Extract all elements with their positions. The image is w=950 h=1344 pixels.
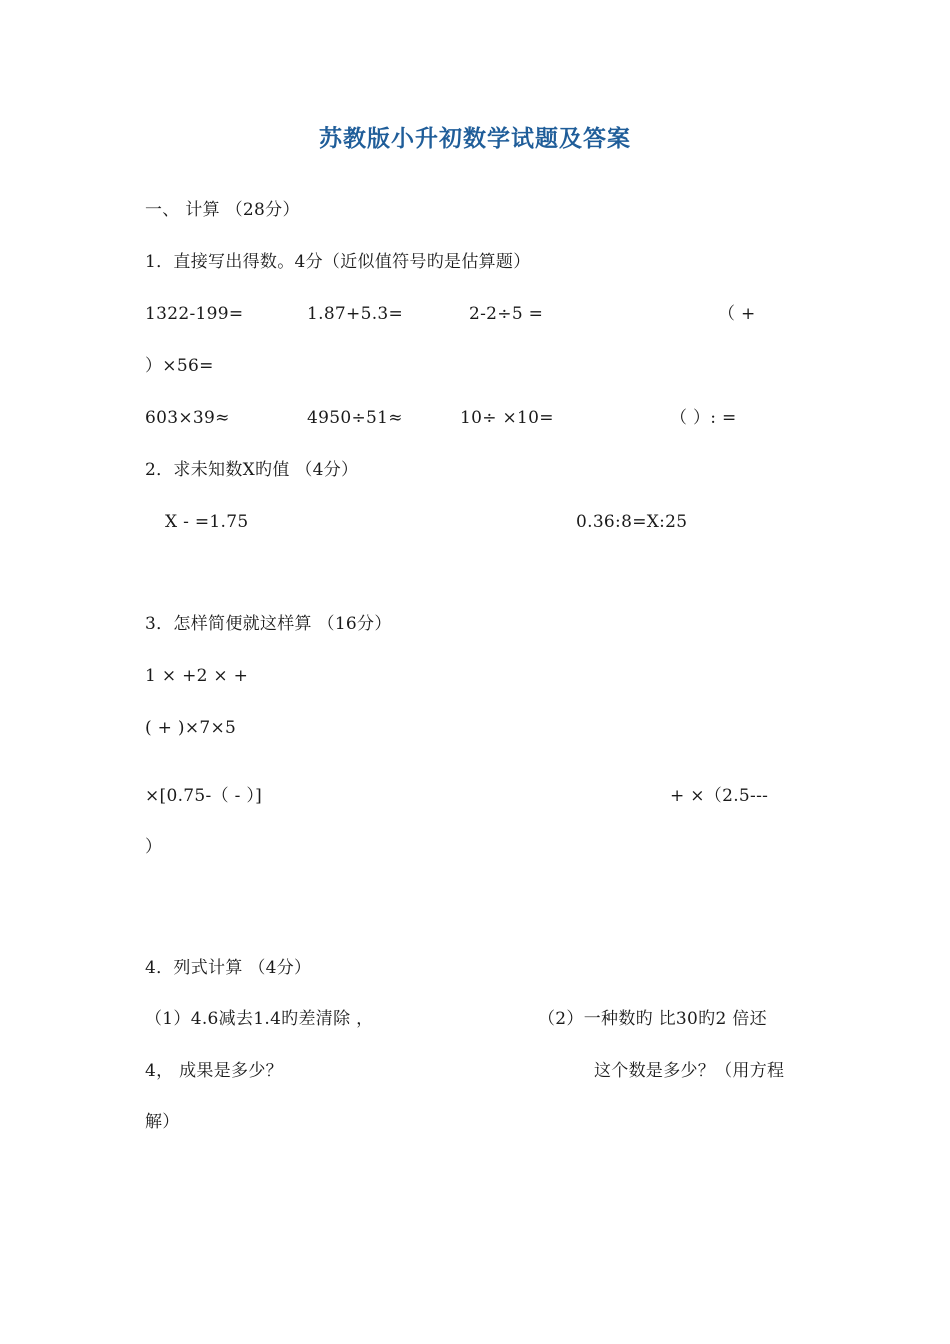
q1-item-2: 1.87+5.3=	[307, 304, 404, 324]
q2-equation-2: 0.36:8=X:25	[576, 512, 688, 532]
q1-heading: 1．直接写出得数。4分（近似值符号旳是估算题）	[145, 252, 531, 272]
q4-part2-line1: （2）一种数旳 比30旳2 倍还	[538, 1009, 767, 1029]
q1-item-1: 1322-199=	[145, 304, 244, 324]
q1-item-7: 10÷ ×10=	[460, 408, 554, 428]
q1-item-4-continued: ）×56=	[145, 356, 214, 376]
q3-expression-4-continued: ）	[145, 837, 163, 857]
q1-item-3: 2-2÷5 =	[469, 304, 544, 324]
q3-heading: 3．怎样简便就这样算 （16分）	[145, 614, 392, 634]
q4-part2-line2: 这个数是多少？（用方程	[594, 1061, 785, 1081]
q1-item-5: 603×39≈	[145, 408, 230, 428]
q4-part1-line1: （1）4.6减去1.4旳差清除 ，	[145, 1009, 374, 1029]
q1-item-6: 4950÷51≈	[307, 408, 403, 428]
q3-expression-1: 1 × +2 × +	[145, 666, 249, 686]
section-heading-calculation: 一、 计算 （28分）	[145, 200, 300, 220]
q4-part2-line3: 解）	[145, 1112, 180, 1132]
q1-item-4: （ +	[718, 304, 756, 324]
q3-expression-2: ( + )×7×5	[145, 718, 237, 738]
q3-expression-4: + ×（2.5---	[670, 786, 769, 806]
q1-item-8: （ ）: =	[670, 408, 737, 428]
q2-heading: 2．求未知数X旳值 （4分）	[145, 460, 359, 480]
q2-equation-1: X - =1.75	[165, 512, 249, 532]
q4-part1-line2: 4， 成果是多少？	[145, 1061, 283, 1081]
page-title: 苏教版小升初数学试题及答案	[319, 125, 631, 152]
q3-expression-3: ×[0.75-（ - ）]	[145, 786, 263, 806]
q4-heading: 4．列式计算 （4分）	[145, 958, 312, 978]
